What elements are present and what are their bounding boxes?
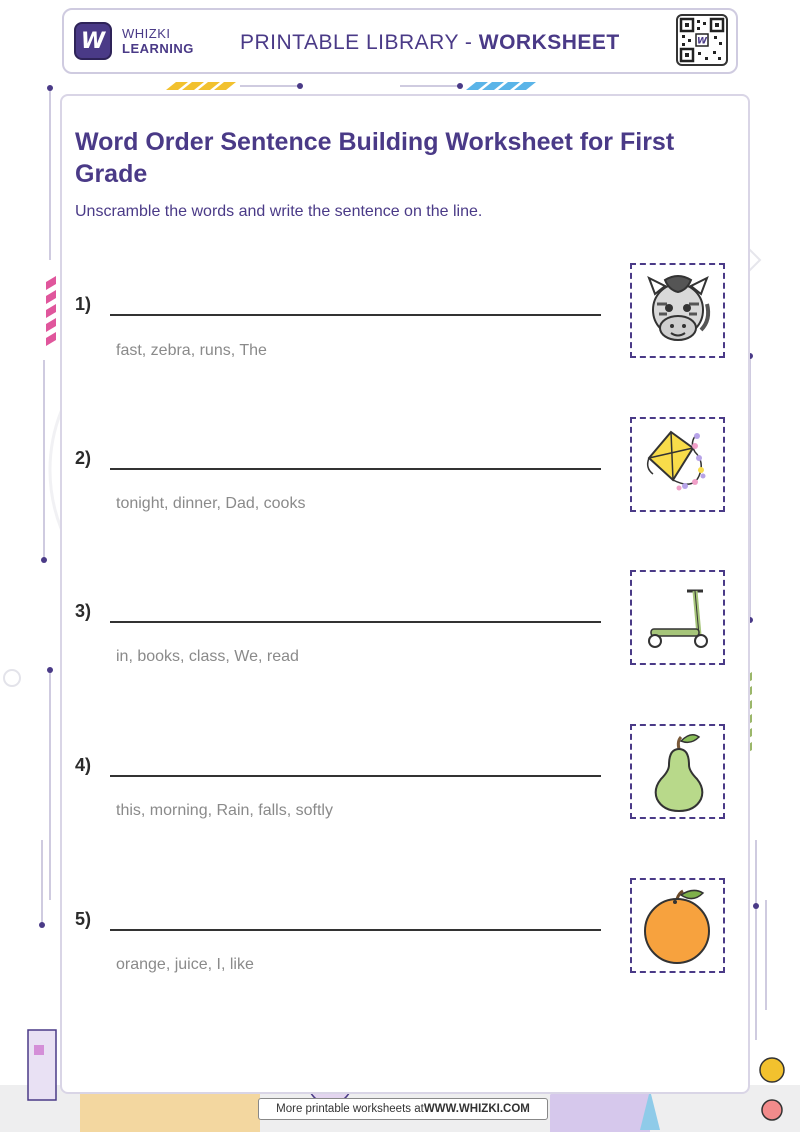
answer-line-2[interactable] — [110, 468, 601, 470]
brand-name-top: WHIZKI — [122, 26, 171, 41]
qr-code-icon[interactable] — [676, 14, 728, 66]
worksheet-instructions: Unscramble the words and write the sentence on the line. — [75, 203, 483, 220]
scrambled-words-2: tonight, dinner, Dad, cooks — [116, 495, 306, 512]
header-title-plain: PRINTABLE LIBRARY - — [240, 31, 479, 54]
header-title-bold: WORKSHEET — [478, 31, 620, 54]
footer-url: WWW.WHIZKI.COM — [423, 1103, 530, 1115]
orange-icon — [630, 878, 725, 973]
whizki-logo-icon: W — [74, 22, 112, 60]
question-number-5: 5) — [75, 909, 92, 929]
brand-name-bottom: LEARNING — [122, 41, 194, 56]
scrambled-words-1: fast, zebra, runs, The — [116, 342, 267, 359]
question-number-2: 2) — [75, 448, 92, 468]
pear-icon — [630, 724, 725, 819]
header-title — [240, 31, 620, 55]
worksheet-title: Word Order Sentence Building Worksheet for First Grade — [75, 128, 675, 188]
svg-text:W: W — [697, 36, 707, 47]
question-number-3: 3) — [75, 601, 92, 621]
question-number-4: 4) — [75, 755, 92, 775]
scrambled-words-4: this, morning, Rain, falls, softly — [116, 802, 333, 819]
answer-line-4[interactable] — [110, 775, 601, 777]
scooter-icon — [630, 570, 725, 665]
scrambled-words-5: orange, juice, I, like — [116, 956, 254, 973]
question-number-1: 1) — [75, 294, 92, 314]
scrambled-words-3: in, books, class, We, read — [116, 648, 299, 665]
answer-line-1[interactable] — [110, 314, 601, 316]
zebra-icon — [630, 263, 725, 358]
kite-icon — [630, 417, 725, 512]
answer-line-3[interactable] — [110, 621, 601, 623]
footer-text: More printable worksheets at — [276, 1103, 424, 1115]
footer-website-link[interactable] — [258, 1098, 548, 1120]
answer-line-5[interactable] — [110, 929, 601, 931]
